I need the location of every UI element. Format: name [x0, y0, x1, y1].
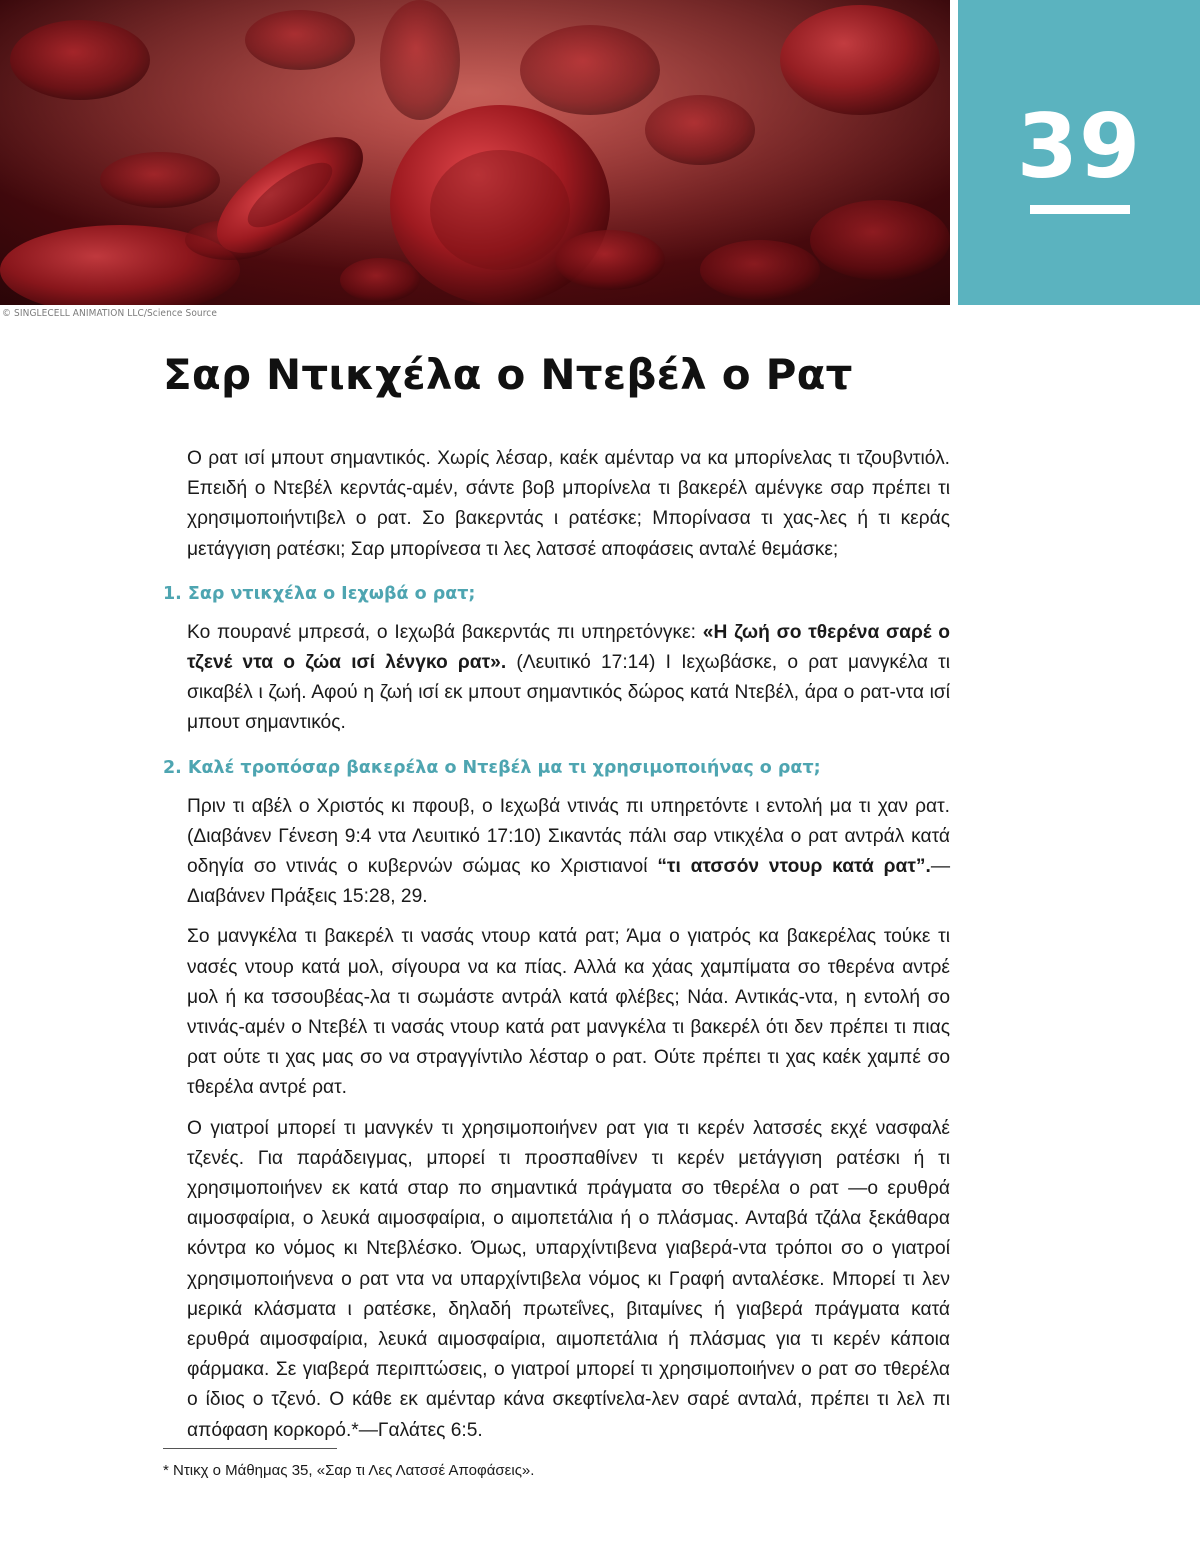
- q2-p1-after: —Διαβάνεν Πράξεις 15:28, 29.: [187, 856, 950, 908]
- footnote-divider: [163, 1448, 337, 1449]
- footnote: * Ντικχ ο Μάθημας 35, «Σαρ τι Λες Λατσσέ Αποφάσεις».: [163, 1462, 535, 1479]
- question-1-paragraph: [187, 618, 950, 739]
- question-1-heading: 1. Σαρ ντικχέλα ο Ιεχωβά ο ρατ;: [163, 583, 476, 604]
- q1-bold-quote: «Η ζωή σο τθερένα σαρέ ο τζενέ ντα ο ζώα ισί λένγκο ρατ».: [187, 621, 950, 674]
- q2-p1-before: Πριν τι αβέλ ο Χριστός κι πφουβ, ο Ιεχωβά ντινάς πι υπηρετόντε ι εντολή μα τι χαν ρατ. (Διαβάνεν Γένεση 9:4 ντα Λευιτικό 17:10) Σικαντάς πάλι σαρ ντικχέλα ο ρατ αντράλ κατά οδηγία σο ντινάς ο κυβερνών σώμας κο Χριστιανοί: [187, 795, 950, 878]
- blood-cells-image: [0, 0, 950, 305]
- q2-p1-bold: “τι ατσσόν ντουρ κατά ρατ”.: [657, 856, 931, 878]
- intro-paragraph: Ο ρατ ισί μπουτ σημαντικός. Χωρίς λέσαρ, καέκ αμένταρ να κα μπορίνελας τι τζουβντιόλ. Επειδή ο Ντεβέλ κερντάς-αμέν, σάντε βοβ μπορίνελα τι βακερέλ αμένγκε σαρ πρέπει τι χρησιμοποιήντιβελ ο ρατ. Σο βακερντάς ι ρατέσκε; Μπορίνασα τι χας-λες ή τι κεράς μετάγγιση ρατέσκι; Σαρ μπορίνεσα τι λες λατσσέ αποφάσεις ανταλέ θεμάσκε;: [187, 448, 950, 560]
- question-2-paragraph-1: [187, 792, 950, 913]
- question-2-heading: 2. Καλέ τροπόσαρ βακερέλα ο Ντεβέλ μα τι χρησιμοποιήνας ο ρατ;: [163, 757, 821, 778]
- badge-underline: [1030, 205, 1130, 214]
- question-2-paragraph-2: Σο μανγκέλα τι βακερέλ τι νασάς ντουρ κατά ρατ; Άμα ο γιατρός κα βακερέλας τούκε τι νασές ντουρ κατά μολ, σίγουρα να κα πίας. Αλλά κα χάας χαμπίματα σο τθερένα αντρέ μολ ή κα τσσουβέας-λα τι σωμάστε αντράλ κατά φλέβες; Νάα. Αντικάς-ντα, η εντολή σο ντινάς-αμέν ο Ντεβέλ τι νασάς ντουρ κατά ρατ μανγκέλα τι βακερέλ ότι δεν πρέπει τι πιας ρατ ούτε τι χας μας σο να στραγγίντιλο λέσταρ ο ρατ. Ούτε πρέπει τι χας καέκ χαμπέ σο τθερέλα αντρέ ρατ.: [187, 926, 950, 1099]
- q1-text-before: Κο πουρανέ μπρεσά, ο Ιεχωβά βακερντάς πι υπηρετόνγκε:: [187, 621, 703, 643]
- blood-cells-illustration: [0, 0, 950, 305]
- page-title: Σαρ Ντικχέλα ο Ντεβέλ ο Ρατ: [163, 350, 853, 399]
- question-2-paragraph-3: Ο γιατροί μπορεί τι μανγκέν τι χρησιμοποιήνεν ρατ για τι κερέν λατσσές εκχέ νασφαλέ τζενές. Για παράδειγμας, μπορεί τι προσπαθίνεν τι κερέν μετάγγιση ρατέσκι ή τι χρησιμοποιήνεν εκ κατά σταρ πο σημαντικά πράγματα σο τθερέλα ο ρατ —ο ερυθρά αιμοσφαίρια, ο λευκά αιμοσφαίρια, ο αιμοπετάλια ή ο πλάσμας. Ανταβά τζάλα ξεκάθαρα κόντρα κο νόμος κι Ντεβλέσκο. Όμως, υπαρχίντιβενα γιαβερά-ντα τρόποι σο ο γιατροί χρησιμοποιήνενα ο ρατ ντα να υπαρχίντιβελα νόμος κι Γραφή ανταλέσκε. Μπορεί τι λεν μερικά κλάσματα ι ρατέσκε, δηλαδή πρωτεΐνες, βιταμίνες ή γιαβερά πράγματα κατά ερυθρά αιμοσφαίρια, λευκά αιμοσφαίρια, αιμοπετάλια ή πλάσμας για τι κερέν κάποια φάρμακα. Σε γιαβερά περιπτώσεις, ο γιατροί μπορεί τι χρησιμοποιήνεν ο ρατ σο τθερέλα ο ίδιος ο τζενό. Ο κάθε εκ αμένταρ κάνα σκεφτίνελα-λεν σαρέ ανταλά, πρέπει τι λελ πι απόφαση κορκορό.*—Γαλάτες 6:5.: [187, 1117, 950, 1441]
- lesson-number: 39: [1016, 95, 1142, 198]
- lesson-badge: [958, 0, 1200, 305]
- q1-text-after: (Λευιτικό 17:14) Ι Ιεχωβάσκε, ο ρατ μανγκέλα τι σικαβέλ ι ζωή. Αφού η ζωή ισί εκ μπουτ σημαντικός δώρος κατά Ντεβέλ, άρα ο ρατ-ντα ισί μπουτ σημαντικός.: [187, 652, 951, 734]
- image-credit: © SINGLECELL ANIMATION LLC/Science Source: [2, 308, 217, 319]
- lesson-content: [163, 444, 951, 1456]
